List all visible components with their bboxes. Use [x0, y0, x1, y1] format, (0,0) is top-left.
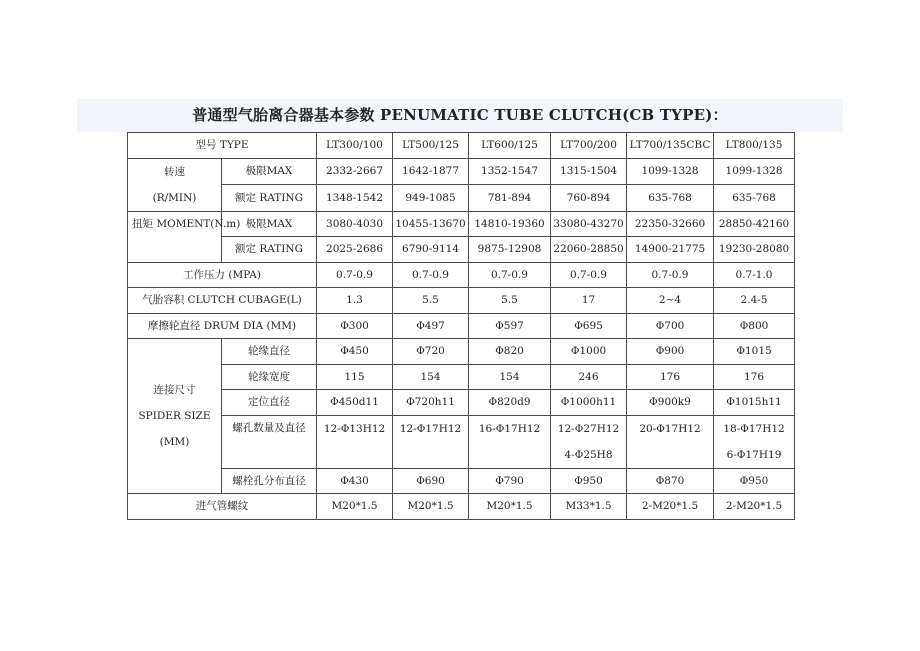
table-row-holes	[128, 415, 795, 468]
value-cell: 1.3	[317, 288, 393, 314]
spider-label-line1: 连接尺寸	[153, 384, 196, 396]
value-cell: 22060-28850	[551, 237, 627, 263]
value-cell: 2332-2667	[317, 158, 393, 185]
table-row-drum	[128, 313, 795, 339]
value-cell: Φ820	[469, 339, 551, 365]
value-cell: 154	[469, 364, 551, 390]
value-cell: Φ720	[393, 339, 469, 365]
table-row-moment-max	[128, 211, 795, 237]
model-cell: LT800/135	[714, 133, 795, 159]
value-cell: 1642-1877	[393, 158, 469, 185]
spider-label-line2: SPIDER SIZE	[138, 410, 211, 422]
holes-line1: 12-Φ27H12	[557, 422, 620, 435]
value-cell: Φ800	[714, 313, 795, 339]
value-cell: 1348-1542	[317, 185, 393, 212]
value-cell: Φ700	[627, 313, 714, 339]
type-label: 型号 TYPE	[128, 133, 317, 159]
table-row-rim-width	[128, 364, 795, 390]
model-cell: LT700/135CBC	[627, 133, 714, 159]
locating-dia-label: 定位直径	[222, 390, 317, 416]
model-cell: LT600/125	[469, 133, 551, 159]
value-cell: 14900-21775	[627, 237, 714, 263]
value-cell: Φ950	[551, 468, 627, 494]
value-cell: Φ790	[469, 468, 551, 494]
value-cell: 10455-13670	[393, 211, 469, 237]
spider-label	[128, 339, 222, 494]
value-cell: 2025-2686	[317, 237, 393, 263]
model-cell: LT300/100	[317, 133, 393, 159]
value-cell: 635-768	[627, 185, 714, 212]
holes-cell	[393, 415, 469, 468]
model-cell: LT500/125	[393, 133, 469, 159]
value-cell: 176	[714, 364, 795, 390]
holes-label: 螺孔数量及直径	[222, 415, 317, 468]
value-cell: 760-894	[551, 185, 627, 212]
value-cell: 5.5	[393, 288, 469, 314]
table-row-locating-dia	[128, 390, 795, 416]
speed-label-line1: 转速	[164, 165, 185, 178]
value-cell: 1099-1328	[627, 158, 714, 185]
value-cell: 5.5	[469, 288, 551, 314]
table-row-pressure	[128, 262, 795, 288]
value-cell: Φ497	[393, 313, 469, 339]
value-cell: Φ597	[469, 313, 551, 339]
moment-label: 扭矩 MOMENT(N.m)	[128, 211, 222, 262]
value-cell: Φ1015h11	[714, 390, 795, 416]
value-cell: 2.4-5	[714, 288, 795, 314]
value-cell: Φ720h11	[393, 390, 469, 416]
document-title: 普通型气胎离合器基本参数 PENUMATIC TUBE CLUTCH(CB TYPE)：	[192, 106, 728, 124]
value-cell: 9875-12908	[469, 237, 551, 263]
value-cell: 19230-28080	[714, 237, 795, 263]
bolt-circle-label: 螺栓孔分布直径	[222, 468, 317, 494]
value-cell: 0.7-0.9	[469, 262, 551, 288]
holes-line2: 4-Φ25H8	[564, 448, 613, 461]
moment-rating-label: 额定 RATING	[222, 237, 317, 263]
value-cell: Φ870	[627, 468, 714, 494]
value-cell: Φ900	[627, 339, 714, 365]
table-row-moment-rating	[128, 237, 795, 263]
value-cell: Φ690	[393, 468, 469, 494]
value-cell: 1099-1328	[714, 158, 795, 185]
value-cell: M20*1.5	[469, 494, 551, 520]
value-cell: 2-M20*1.5	[627, 494, 714, 520]
holes-line1: 18-Φ17H12	[723, 422, 785, 435]
value-cell: Φ450d11	[317, 390, 393, 416]
rim-dia-label: 轮缘直径	[222, 339, 317, 365]
value-cell: 154	[393, 364, 469, 390]
value-cell: Φ900k9	[627, 390, 714, 416]
value-cell: Φ1000h11	[551, 390, 627, 416]
value-cell: 17	[551, 288, 627, 314]
value-cell: 0.7-0.9	[627, 262, 714, 288]
value-cell: 28850-42160	[714, 211, 795, 237]
value-cell: Φ450	[317, 339, 393, 365]
value-cell: Φ1015	[714, 339, 795, 365]
value-cell: 2-M20*1.5	[714, 494, 795, 520]
value-cell: Φ695	[551, 313, 627, 339]
speed-rating-label: 额定 RATING	[222, 185, 317, 212]
value-cell: M20*1.5	[317, 494, 393, 520]
value-cell: Φ1000	[551, 339, 627, 365]
value-cell: Φ820d9	[469, 390, 551, 416]
value-cell: 0.7-0.9	[317, 262, 393, 288]
model-cell: LT700/200	[551, 133, 627, 159]
value-cell: 1315-1504	[551, 158, 627, 185]
table-row-type	[128, 133, 795, 159]
value-cell: 6790-9114	[393, 237, 469, 263]
holes-cell	[627, 415, 714, 468]
value-cell: 0.7-1.0	[714, 262, 795, 288]
holes-line1: 12-Φ17H12	[399, 422, 462, 435]
holes-cell	[714, 415, 795, 468]
drum-label: 摩擦轮直径 DRUM DIA (MM)	[128, 313, 317, 339]
table-row-speed-rating	[128, 185, 795, 212]
value-cell: Φ950	[714, 468, 795, 494]
holes-line1: 12-Φ13H12	[323, 422, 386, 435]
inlet-label: 进气管螺纹	[128, 494, 317, 520]
cubage-label: 气胎容积 CLUTCH CUBAGE(L)	[128, 288, 317, 314]
value-cell: 14810-19360	[469, 211, 551, 237]
value-cell: 949-1085	[393, 185, 469, 212]
value-cell: M20*1.5	[393, 494, 469, 520]
value-cell: 176	[627, 364, 714, 390]
value-cell: Φ300	[317, 313, 393, 339]
value-cell: 781-894	[469, 185, 551, 212]
value-cell: 1352-1547	[469, 158, 551, 185]
speed-label-line2: (R/MIN)	[152, 191, 197, 204]
table-row-bolt-circle	[128, 468, 795, 494]
rim-width-label: 轮缘宽度	[222, 364, 317, 390]
value-cell: 22350-32660	[627, 211, 714, 237]
table-row-cubage	[128, 288, 795, 314]
speed-max-label: 极限MAX	[222, 158, 317, 185]
spider-label-line3: (MM)	[159, 436, 190, 448]
value-cell: 246	[551, 364, 627, 390]
clutch-parameters-table	[127, 132, 795, 520]
value-cell: Φ430	[317, 468, 393, 494]
moment-max-label: 极限MAX	[222, 211, 317, 237]
value-cell: M33*1.5	[551, 494, 627, 520]
holes-cell	[317, 415, 393, 468]
value-cell: 33080-43270	[551, 211, 627, 237]
holes-cell	[551, 415, 627, 468]
value-cell: 635-768	[714, 185, 795, 212]
value-cell: 115	[317, 364, 393, 390]
holes-cell	[469, 415, 551, 468]
value-cell: 0.7-0.9	[551, 262, 627, 288]
speed-label	[128, 158, 222, 211]
table-row-rim-dia	[128, 339, 795, 365]
value-cell: 2~4	[627, 288, 714, 314]
holes-line1: 16-Φ17H12	[478, 422, 541, 435]
table-row-speed-max	[128, 158, 795, 185]
holes-line2: 6-Φ17H19	[726, 448, 782, 461]
table-row-inlet	[128, 494, 795, 520]
value-cell: 0.7-0.9	[393, 262, 469, 288]
pressure-label: 工作压力 (MPA)	[128, 262, 317, 288]
holes-line1: 20-Φ17H12	[639, 422, 701, 435]
value-cell: 3080-4030	[317, 211, 393, 237]
